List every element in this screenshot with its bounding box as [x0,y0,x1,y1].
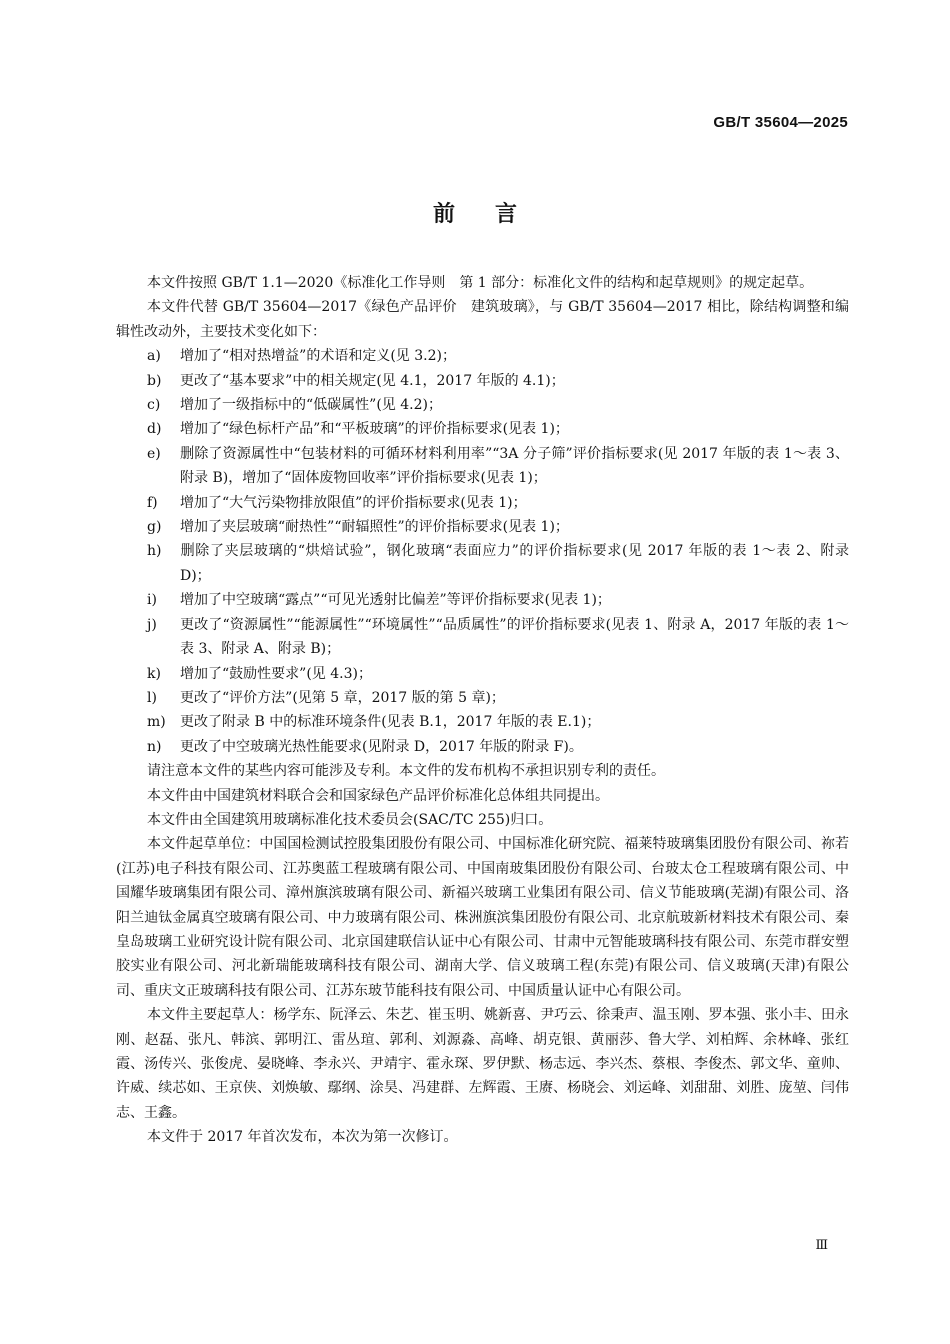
change-item-text: 增加了中空玻璃“露点”“可见光透射比偏差”等评价指标要求(见表 1)； [180,592,611,609]
change-item [116,735,849,759]
change-item-label: k) [147,665,161,682]
change-item-label: j) [147,616,157,633]
change-item [116,417,849,441]
drafters-paragraph: 本文件主要起草人：杨学东、阮泽云、朱艺、崔玉明、姚新喜、尹巧云、徐秉声、温玉刚、罗本强、张小丰、田永刚、赵磊、张凡、韩滨、郭明江、雷丛瑄、郭利、刘源淼、高峰、胡克银、黄丽莎、鲁大学、刘柏辉、余林峰、张红霞、汤传兴、张俊虎、晏晓峰、李永兴、尹靖宇、霍永琛、罗伊默、杨志远、李兴杰、蔡根、李俊杰、郭文华、童帅、许威、续芯如、王京侠、刘焕敏、鄢纲、涂昊、冯建群、左辉霞、王赓、杨晓会、刘运峰、刘甜甜、刘胜、庞堃、闫伟志、王鑫。 [116,1007,849,1121]
change-item-text: 删除了资源属性中“包装材料的可循环材料利用率”“3A 分子筛”评价指标要求(见 2017 年版的表 1～表 3、附录 B)，增加了“固体废物回收率”评价指标要求(见表 1)； [180,445,849,487]
change-item-text: 更改了“资源属性”“能源属性”“环境属性”“品质属性”的评价指标要求(见表 1、附录 A，2017 年版的表 1～表 3、附录 A、附录 B)； [180,616,849,658]
change-item [116,710,849,734]
change-item [116,393,849,417]
document-body [116,271,849,1150]
page-number: Ⅲ [815,1238,828,1253]
change-item-label: h) [147,543,162,560]
change-item [116,613,849,662]
change-item-label: i) [147,592,157,609]
change-item-text: 增加了“大气污染物排放限值”的评价指标要求(见表 1)； [180,494,527,511]
intro-paragraph: 本文件按照 GB/T 1.1—2020《标准化工作导则 第 1 部分：标准化文件的结构和起草规则》的规定起草。 [147,275,814,291]
change-item-label: n) [147,738,162,755]
change-item-label: l) [147,689,157,706]
intro-paragraph: 本文件代替 GB/T 35604—2017《绿色产品评价 建筑玻璃》，与 GB/T 35604—2017 相比，除结构调整和编辑性改动外，主要技术变化如下： [116,299,849,340]
patent-notice: 请注意本文件的某些内容可能涉及专利。本文件的发布机构不承担识别专利的责任。 [147,763,665,780]
drafting-units-paragraph: 本文件起草单位：中国国检测试控股集团股份有限公司、中国标准化研究院、福莱特玻璃集团股份有限公司、祢若(江苏)电子科技有限公司、江苏奥蓝工程玻璃有限公司、中国南玻集团股份有限公司、台玻太仓工程玻璃有限公司、中国耀华玻璃集团有限公司、漳州旗滨玻璃有限公司、新福兴玻璃工业集团有限公司、信义节能玻璃(芜湖)有限公司、洛阳兰迪钛金属真空玻璃有限公司、中力玻璃有限公司、株洲旗滨集团股份有限公司、北京航玻新材料技术有限公司、秦皇岛玻璃工业研究设计院有限公司、北京国建联信认证中心有限公司、甘肃中元智能玻璃科技有限公司、东莞市群安塑胶实业有限公司、河北新瑞能玻璃科技有限公司、湖南大学、信义玻璃工程(东莞)有限公司、信义玻璃(天津)有限公司、重庆文正玻璃科技有限公司、江苏东玻节能科技有限公司、中国质量认证中心有限公司。 [116,836,849,999]
change-item-text: 更改了附录 B 中的标准环境条件(见表 B.1，2017 年版的表 E.1)； [180,714,601,731]
change-item-text: 增加了一级指标中的“低碳属性”(见 4.2)； [180,397,442,414]
change-item-label: a) [147,348,161,365]
change-item-text: 更改了“评价方法”(见第 5 章，2017 版的第 5 章)； [180,689,505,706]
page-title: 前言 [432,202,557,227]
change-item-text: 更改了“基本要求”中的相关规定(见 4.1，2017 年版的 4.1)； [180,372,565,389]
change-item [116,491,849,515]
change-item-text: 更改了中空玻璃光热性能要求(见附录 D，2017 年版的附录 F)。 [180,738,583,755]
change-item [116,344,849,368]
history-paragraph: 本文件于 2017 年首次发布，本次为第一次修订。 [147,1129,458,1146]
change-item [116,686,849,710]
committee-paragraph: 本文件由全国建筑用玻璃标准化技术委员会(SAC/TC 255)归口。 [147,811,553,828]
change-item-label: e) [147,445,161,462]
change-item-text: 增加了“相对热增益”的术语和定义(见 3.2)； [180,348,456,365]
change-item-label: b) [147,372,162,389]
change-item-label: g) [147,519,162,536]
proposer-paragraph: 本文件由中国建筑材料联合会和国家绿色产品评价标准化总体组共同提出。 [147,787,609,804]
change-item-label: m) [147,714,166,731]
change-item-label: d) [147,421,162,438]
change-item [116,588,849,612]
change-item-text: 增加了“绿色标杆产品”和“平板玻璃”的评价指标要求(见表 1)； [180,421,569,438]
change-item-text: 删除了夹层玻璃的“烘焙试验”，钢化玻璃“表面应力”的评价指标要求(见 2017 年版的表 1～表 2、附录 D)； [180,543,849,584]
change-item [116,515,849,539]
change-item-text: 增加了夹层玻璃“耐热性”“耐辐照性”的评价指标要求(见表 1)； [180,519,569,536]
standard-code: GB/T 35604—2025 [713,114,848,131]
change-item-label: c) [147,397,161,414]
change-item [116,539,849,588]
change-item [116,442,849,491]
change-item [116,662,849,686]
change-item-label: f) [147,494,158,511]
change-item-text: 增加了“鼓励性要求”(见 4.3)； [180,665,372,682]
change-item [116,369,849,393]
